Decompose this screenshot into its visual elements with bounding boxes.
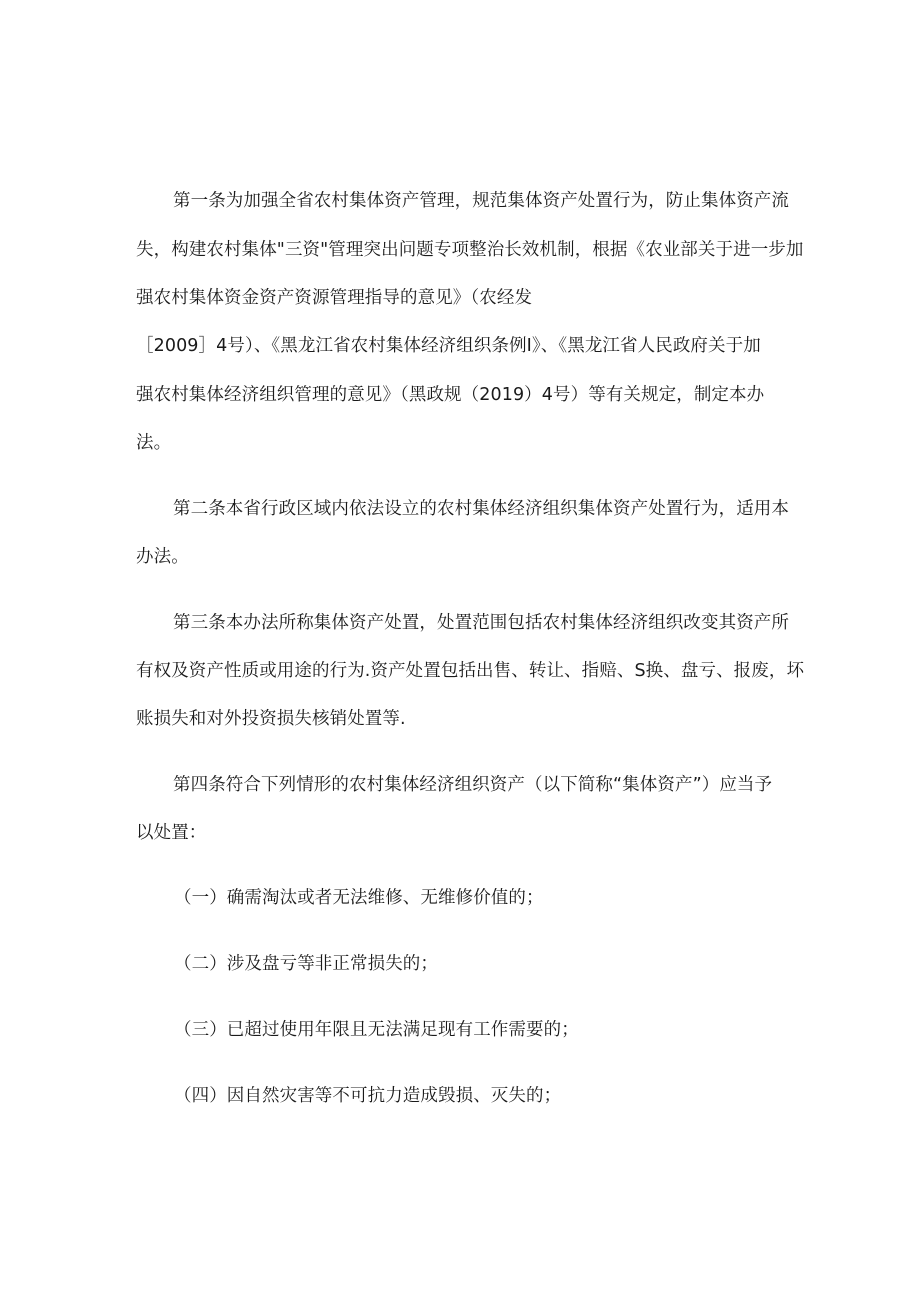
article-1-line-1: 第一条为加强全省农村集体资产管理，规范集体资产处置行为，防止集体资产流: [173, 191, 789, 211]
list-item: （二）涉及盘亏等非正常损失的；: [174, 954, 438, 974]
article-4-line-1: 第四条符合下列情形的农村集体经济组织资产（以下简称“集体资产”）应当予: [173, 775, 773, 795]
article-1-line-3: 强农村集体资金资产资源管理指导的意见》（农经发: [136, 288, 533, 308]
article-3-line-1: 第三条本办法所称集体资产处置，处置范围包括农村集体经济组织改变其资产所: [173, 613, 789, 633]
article-3-line-3: 账损失和对外投资损失核销处置等.: [136, 709, 406, 729]
article-1-line-6: 法。: [136, 433, 172, 453]
article-2-line-2: 办法。: [136, 547, 189, 567]
article-1-line-5: 强农村集体经济组织管理的意见》（黑政规（2019）4号）等有关规定，制定本办: [136, 385, 765, 405]
article-1-line-4: ［2009］4号）、《黑龙江省农村集体经济组织条例I》、《黑龙江省人民政府关于加: [136, 336, 761, 356]
article-4-line-2: 以处置：: [136, 823, 207, 843]
list-item: （三）已超过使用年限且无法满足现有工作需要的；: [174, 1020, 579, 1040]
list-item: （四）因自然灾害等不可抗力造成毁损、灭失的；: [174, 1086, 562, 1106]
article-3-line-2: 有权及资产性质或用途的行为.资产处置包括出售、转让、指赔、S换、盘亏、报废，坏: [136, 661, 805, 681]
article-1-line-2: 失，构建农村集体"三资"管理突出问题专项整治长效机制，根据《农业部关于进一步加: [136, 240, 804, 260]
list-item: （一）确需淘汰或者无法维修、无维修价值的；: [174, 888, 544, 908]
article-2-line-1: 第二条本省行政区域内依法设立的农村集体经济组织集体资产处置行为，适用本: [173, 499, 789, 519]
